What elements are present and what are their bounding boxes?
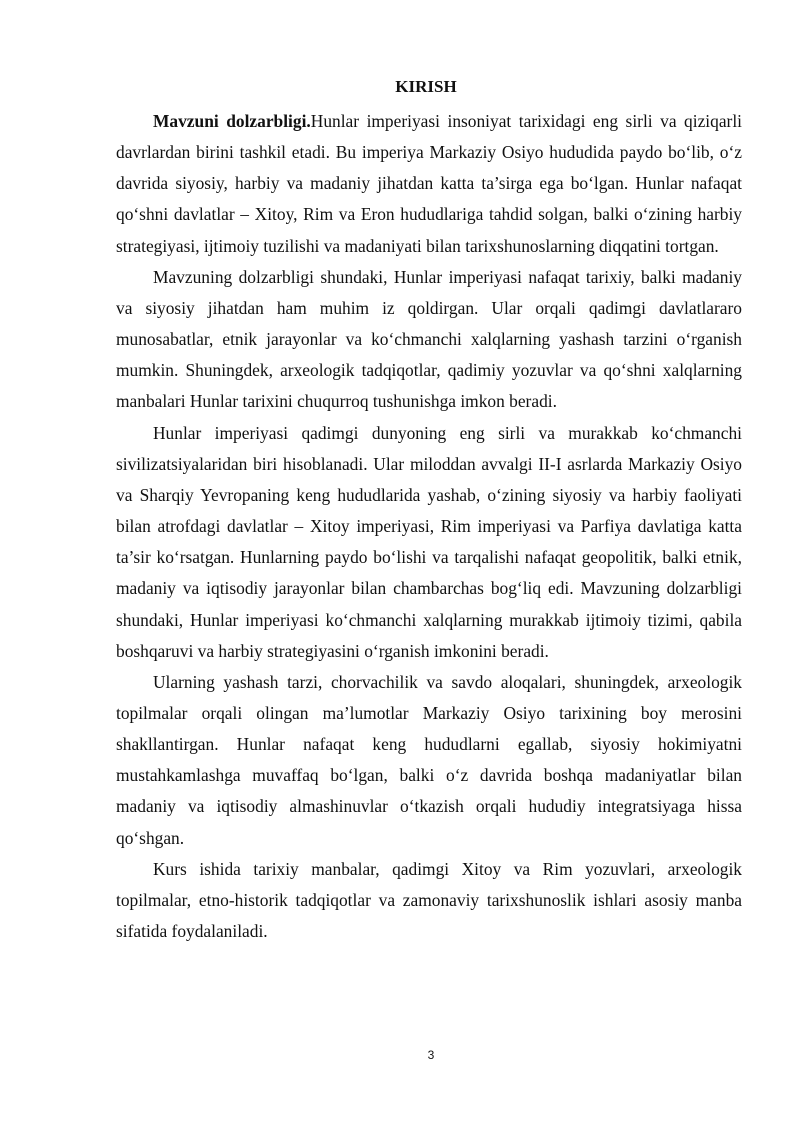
paragraph-text: Hunlar imperiyasi insoniyat tarixidagi eng sirli va qiziqarli davrlardan birini tashkil etadi. Bu imperiya Markaziy Osiyo hududida paydo bo‘lib, o‘z davrida siyosiy, harbiy va madaniy jihatdan katta ta’sirga ega bo‘lgan. Hunlar nafaqat qo‘shni davlatlar – Xitoy, Rim va Eron hududlariga tahdid solgan, balki o‘zining harbiy strategiyasi, ijtimoiy tuzilishi va madaniyati bilan tarixshunoslarning diqqatini tortgan. xyxy=(116,111,743,256)
paragraph: Kurs ishida tarixiy manbalar, qadimgi Xitoy va Rim yozuvlari, arxeologik topilmalar, etno-historik tadqiqotlar va zamonaviy tarixshunoslik ishlari asosiy manba sifatida foydalaniladi. xyxy=(116,858,742,942)
paragraph-relevance xyxy=(116,106,742,262)
paragraph: Mavzuning dolzarbligi shundaki, Hunlar imperiyasi nafaqat tarixiy, balki madaniy va siyosiy jihatdan ham muhim iz qoldirgan. Ular orqali qadimgi davlatlararo munosabatlar, etnik jarayonlar va ko‘chmanchi xalqlarning yashash tarzini o‘rganish mumkin. Shuningdek, arxeologik tadqiqotlar, qadimiy yozuvlar va qo‘shni xalqlarning manbalari Hunlar tarixini chuqurroq tushunishga imkon beradi. xyxy=(116,266,742,412)
paragraph-lead: Mavzuni dolzarbligi. xyxy=(153,111,311,131)
section-title: KIRISH xyxy=(395,77,457,96)
document-body xyxy=(116,106,742,947)
page-number: 3 xyxy=(427,1048,435,1062)
paragraph: Ularning yashash tarzi, chorvachilik va savdo aloqalari, shuningdek, arxeologik topilmalar orqali olingan ma’lumotlar Markaziy Osiyo tarixining boy merosini shakllantirgan. Hunlar nafaqat keng hududlarni egallab, siyosiy hokimiyatni mustahkamlashga muvaffaq bo‘lgan, balki o‘z davrida boshqa madaniyatlar bilan madaniy va iqtisodiy almashinuvlar o‘tkazish orqali hududiy integratsiyaga hissa qo‘shgan. xyxy=(116,671,742,848)
paragraph: Hunlar imperiyasi qadimgi dunyoning eng sirli va murakkab ko‘chmanchi sivilizatsiyalaridan biri hisoblanadi. Ular miloddan avvalgi II-I asrlarda Markaziy Osiyo va Sharqiy Yevropaning keng hududlarida yashab, o‘zining siyosiy va harbiy faoliyati bilan atrofdagi davlatlar – Xitoy imperiyasi, Rim imperiyasi va Parfiya davlatiga katta ta’sir ko‘rsatgan. Hunlarning paydo bo‘lishi va tarqalishi nafaqat geopolitik, balki etnik, madaniy va iqtisodiy jarayonlar bilan chambarchas bog‘liq edi. Mavzuning dolzarbligi shundaki, Hunlar imperiyasi ko‘chmanchi xalqlarning murakkab ijtimoiy tizimi, qabila boshqaruvi va harbiy strategiyasini o‘rganish imkonini beradi. xyxy=(116,422,742,661)
